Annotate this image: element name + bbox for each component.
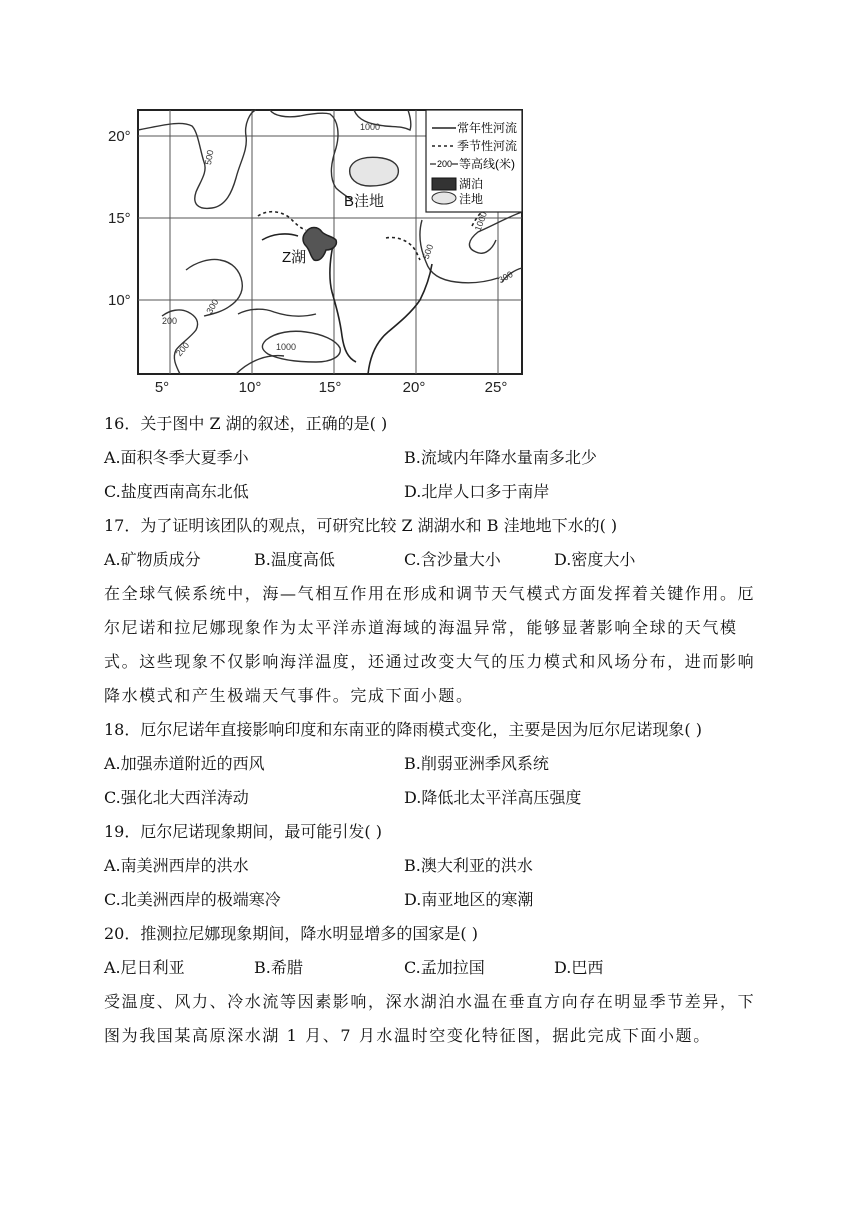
svg-text:1000: 1000	[472, 210, 490, 233]
q17-option-c[interactable]: C.含沙量大小	[404, 550, 501, 569]
q18-option-a[interactable]: A.加强赤道附近的西风	[104, 754, 265, 773]
q20-option-b[interactable]: B.希腊	[254, 958, 303, 977]
lat-label: 10°	[108, 292, 131, 309]
question-18-stem: 18．厄尔尼诺年直接影响印度和东南亚的降雨模式变化，主要是因为厄尔尼诺现象( )	[104, 720, 702, 739]
passage-1-line: 式。这些现象不仅影响海洋温度，还通过改变大气的压力模式和风场分布，进而影响	[104, 652, 756, 671]
svg-text:300: 300	[496, 269, 515, 286]
lat-label: 20°	[108, 128, 131, 145]
svg-text:1000: 1000	[276, 342, 297, 352]
svg-text:200: 200	[173, 340, 192, 359]
passage-1-line: 在全球气候系统中，海—气相互作用在形成和调节天气模式方面发挥着关键作用。厄	[104, 584, 756, 603]
q18-option-d[interactable]: D.降低北太平洋高压强度	[404, 788, 582, 807]
question-19-stem: 19．厄尔尼诺现象期间，最可能引发( )	[104, 822, 382, 841]
lon-label: 10°	[238, 379, 262, 396]
legend-perennial-river: 常年性河流	[457, 121, 518, 135]
lat-label: 15°	[108, 210, 131, 227]
passage-1-line: 降水模式和产生极端天气事件。完成下面小题。	[104, 686, 474, 705]
q19-option-b[interactable]: B.澳大利亚的洪水	[404, 856, 533, 875]
topographic-map	[100, 100, 530, 400]
question-17-stem: 17．为了证明该团队的观点，可研究比较 Z 湖湖水和 B 洼地地下水的( )	[104, 516, 618, 535]
q16-option-b[interactable]: B.流域内年降水量南多北少	[404, 448, 597, 467]
lat-labels	[108, 128, 131, 309]
lon-label: 25°	[484, 379, 508, 396]
q17-option-d[interactable]: D.密度大小	[554, 550, 636, 569]
q20-option-a[interactable]: A.尼日利亚	[104, 958, 185, 977]
svg-text:1000: 1000	[360, 122, 381, 132]
passage-1-line: 尔尼诺和拉尼娜现象作为太平洋赤道海域的海温异常，能够显著影响全球的天气模	[104, 618, 738, 637]
q19-option-d[interactable]: D.南亚地区的寒潮	[404, 890, 534, 909]
b-depression	[350, 157, 399, 186]
legend-contour: 等高线(米)	[459, 157, 515, 171]
legend-seasonal-river: 季节性河流	[457, 139, 518, 153]
q16-option-a[interactable]: A.面积冬季大夏季小	[104, 448, 249, 467]
svg-text:200: 200	[162, 316, 178, 326]
svg-text:500: 500	[420, 242, 436, 261]
legend-lake: 湖泊	[459, 177, 484, 191]
passage-2-line: 图为我国某高原深水湖 1 月、7 月水温时空变化特征图，据此完成下面小题。	[104, 1026, 711, 1045]
q18-option-b[interactable]: B.削弱亚洲季风系统	[404, 754, 549, 773]
q19-option-a[interactable]: A.南美洲西岸的洪水	[104, 856, 249, 875]
lon-label: 15°	[318, 379, 342, 396]
question-20-stem: 20．推测拉尼娜现象期间，降水明显增多的国家是( )	[104, 924, 478, 943]
map-legend	[426, 110, 522, 212]
q19-option-c[interactable]: C.北美洲西岸的极端寒冷	[104, 890, 281, 909]
z-lake-label: Z湖	[282, 249, 307, 266]
svg-text:300: 300	[204, 297, 221, 316]
lon-label: 20°	[402, 379, 426, 396]
lon-label: 5°	[154, 379, 170, 396]
q20-option-d[interactable]: D.巴西	[554, 958, 604, 977]
legend-contour-prefix: 200	[437, 159, 453, 169]
legend-depression: 洼地	[459, 192, 484, 206]
passage-2-line: 受温度、风力、冷水流等因素影响，深水湖泊水温在垂直方向存在明显季节差异，下	[104, 992, 756, 1011]
q18-option-c[interactable]: C.强化北大西洋涛动	[104, 788, 249, 807]
q16-option-d[interactable]: D.北岸人口多于南岸	[404, 482, 550, 501]
b-depression-label: B洼地	[344, 193, 385, 210]
q16-option-c[interactable]: C.盐度西南高东北低	[104, 482, 249, 501]
q17-option-b[interactable]: B.温度高低	[254, 550, 335, 569]
lon-labels	[155, 379, 508, 396]
q20-option-c[interactable]: C.孟加拉国	[404, 958, 485, 977]
q17-option-a[interactable]: A.矿物质成分	[104, 550, 201, 569]
question-16-stem: 16．关于图中 Z 湖的叙述，正确的是( )	[104, 414, 388, 433]
svg-text:500: 500	[202, 149, 216, 166]
